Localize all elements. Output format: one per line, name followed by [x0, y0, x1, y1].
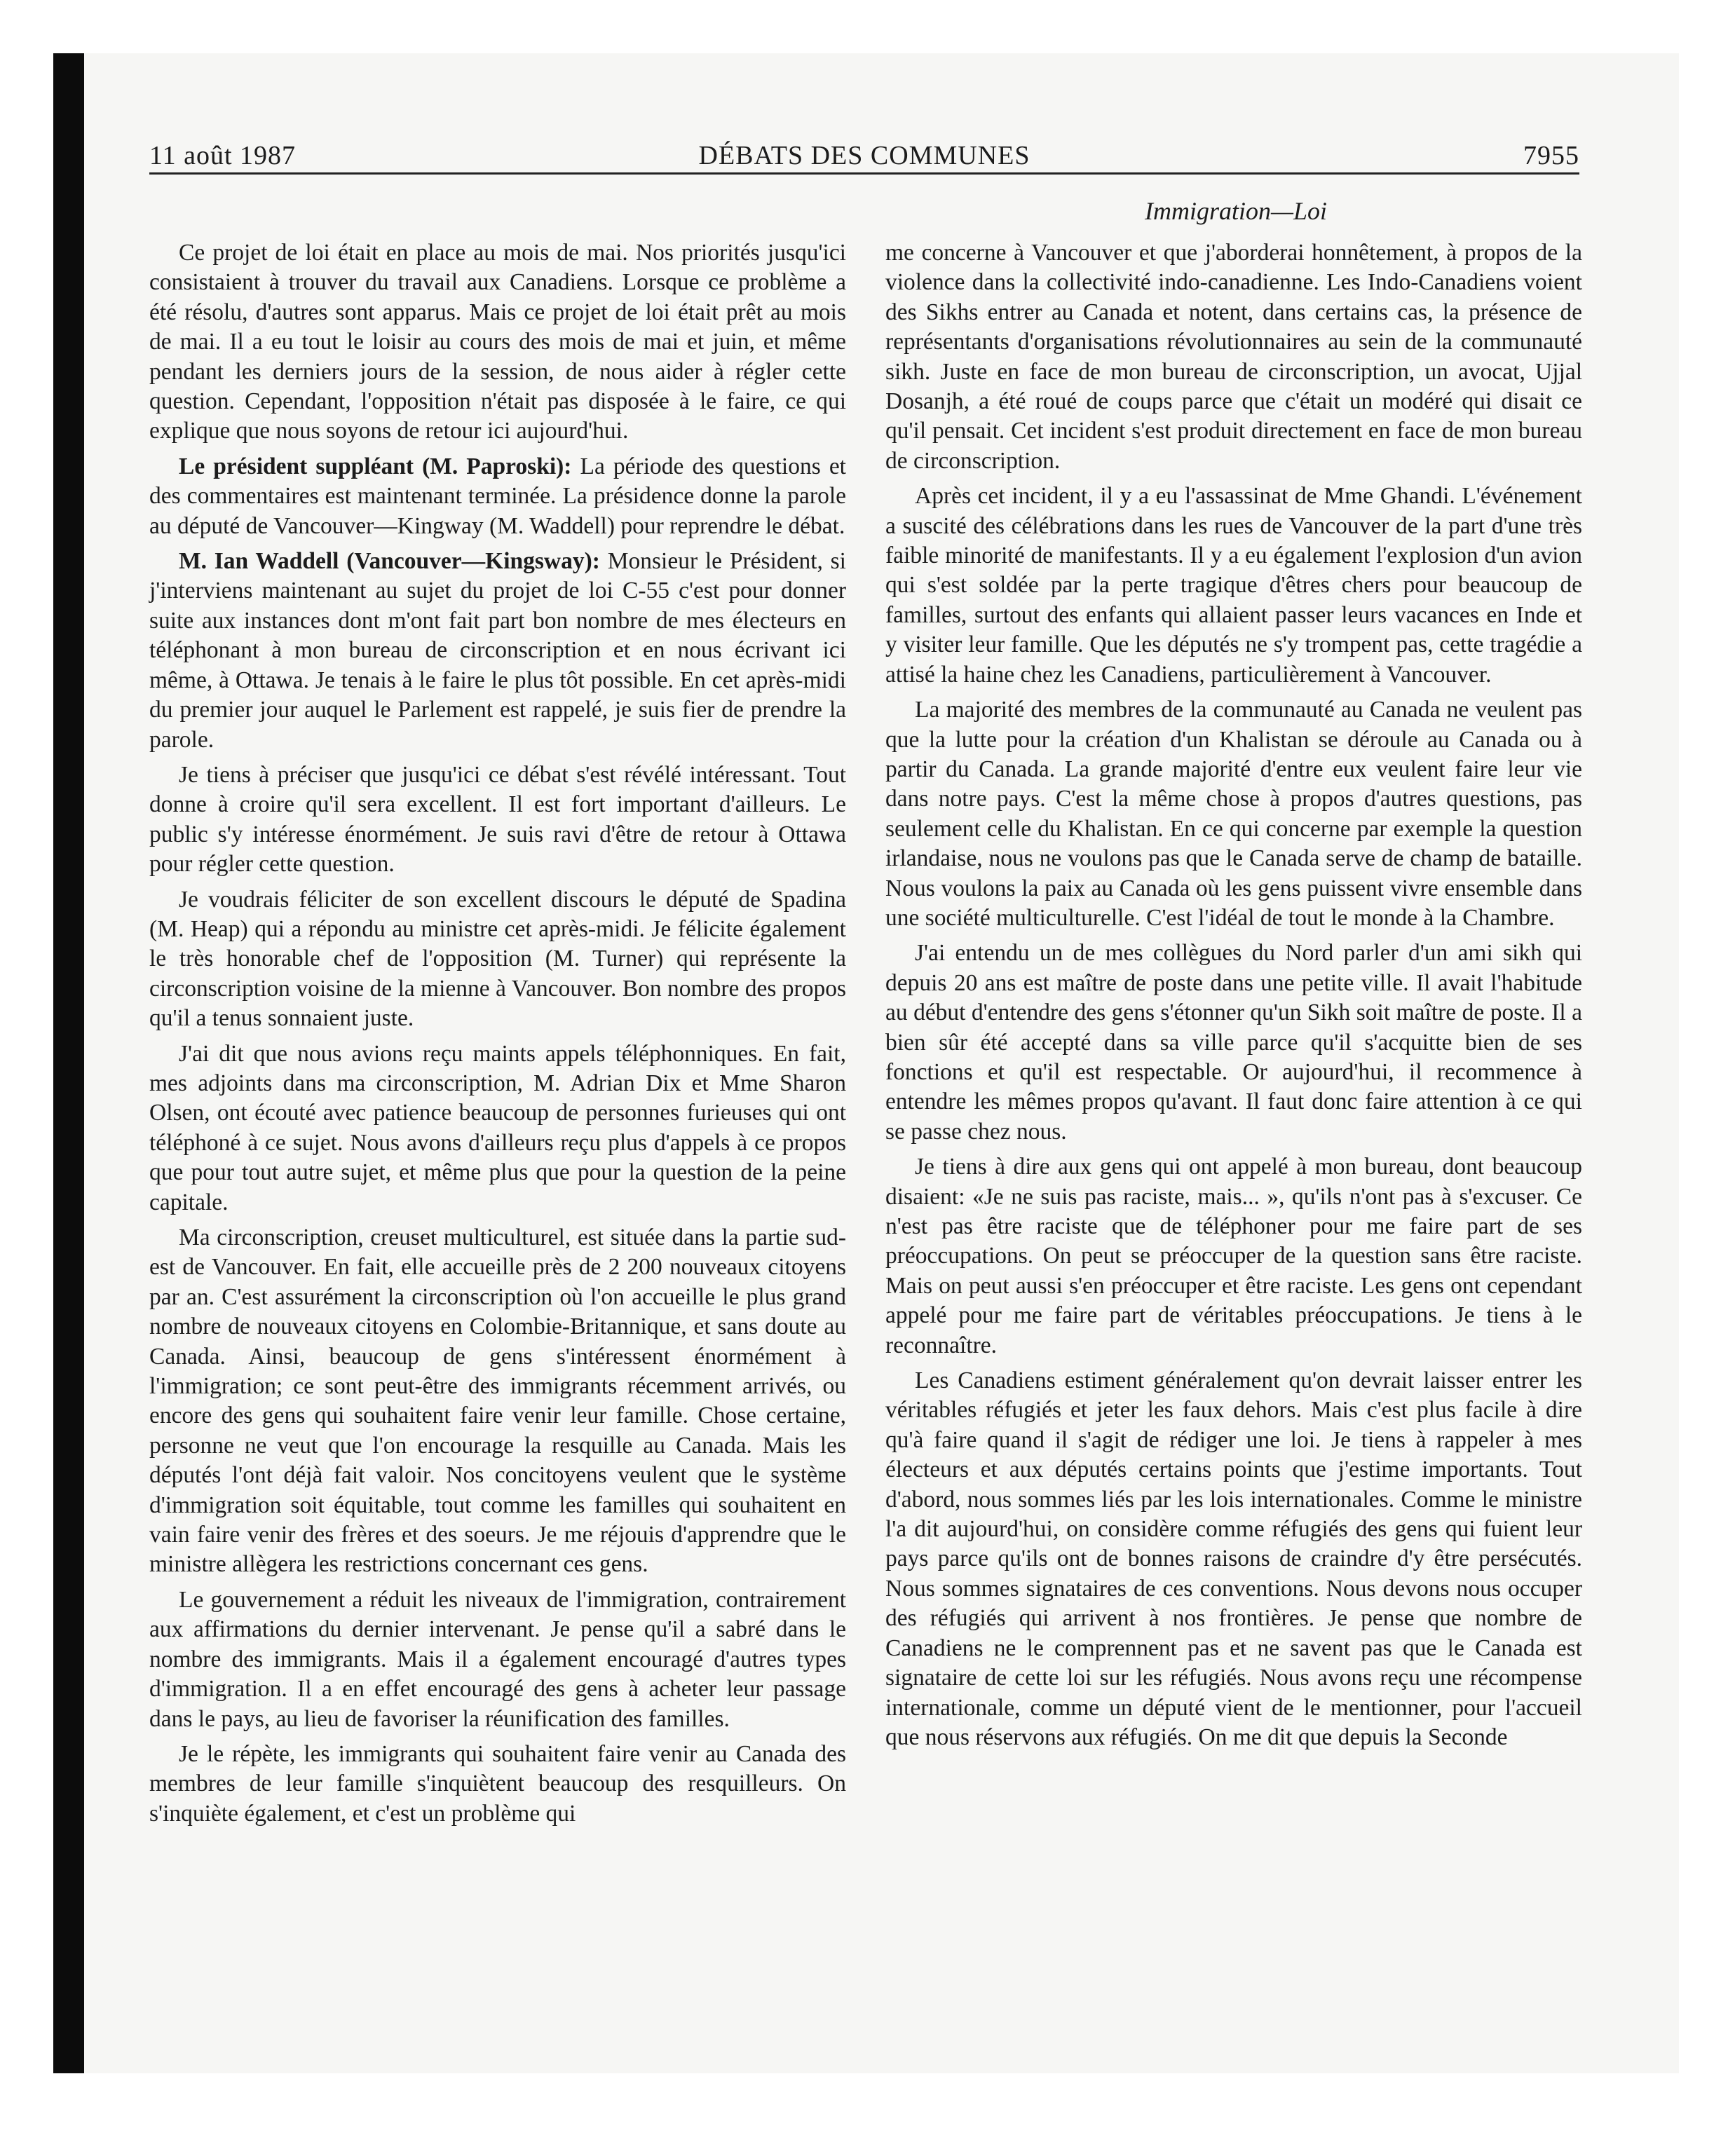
page-header [149, 140, 1579, 175]
paragraph: Je tiens à dire aux gens qui ont appelé à mon bureau, dont beaucoup disaient: «Je ne suis pas raciste, mais... », qu'ils n'ont pas à s'excuser. Ce n'est pas être raciste que de téléphoner pour me faire part de ses préoccupations. On peut se préoccuper de la question sans être raciste. Mais on peut aussi s'en préoccuper et être raciste. Les gens ont cependant appelé pour me faire part de véritables préoccupations. Je tiens à le reconnaître. [885, 1154, 1582, 1358]
left-column [149, 238, 846, 1991]
speech-paragraph [149, 452, 846, 541]
paragraph: J'ai entendu un de mes collègues du Nord parler d'un ami sikh qui depuis 20 ans est maître de poste dans une petite ville. Il avait l'habitude au début d'entendre des gens s'étonner qu'un Sikh soit maître de poste. Il a bien sûr été accepté dans sa ville parce qu'il s'acquitte bien de ses fonctions et qu'il est respectable. Or aujourd'hui, il recommence à entendre les mêmes propos qu'avant. Il faut donc faire attention à ce qui se passe chez nous. [885, 940, 1582, 1145]
header-title: DÉBATS DES COMMUNES [698, 141, 1030, 170]
speech-text: Monsieur le Président, si j'interviens maintenant au sujet du projet de loi C-55 c'est pour donner suite aux instances dont m'ont fait part bon nombre de mes électeurs en téléphonant à mon bureau de circonscription et en nous écrivant ici même, à Ottawa. Je tenais à le faire le plus tôt possible. En cet après-midi du premier jour auquel le Parlement est rappelé, je suis fier de prendre la parole. [149, 548, 846, 753]
paragraph: La majorité des membres de la communauté au Canada ne veulent pas que la lutte pour la création d'un Khalistan se déroule au Canada ou à partir du Canada. La grande majorité d'entre eux veulent faire leur vie dans notre pays. C'est la même chose à propos d'autres questions, pas seulement celle du Khalistan. En ce qui concerne par exemple la question irlandaise, nous ne voulons pas que le Canada serve de champ de bataille. Nous voulons la paix au Canada où les gens puissent vivre ensemble dans une société multiculturelle. C'est l'idéal de tout le monde à la Chambre. [885, 697, 1582, 931]
paragraph: Les Canadiens estiment généralement qu'on devrait laisser entrer les véritables réfugiés et jeter les faux dehors. Mais c'est plus facile à dire qu'à faire quand il s'agit de rédiger une loi. Je tiens à rappeler à mes électeurs et aux députés certains points que j'estime importants. Tout d'abord, nous sommes liés par les lois internationales. Comme le ministre l'a dit aujourd'hui, on considère comme réfugiés des gens qui fuient leur pays parce qu'ils ont de bonnes raisons de craindre d'y être persécutés. Nous sommes signataires de ces conventions. Nous devons nous occuper des réfugiés qui arrivent à nos frontières. Je pense que nombre de Canadiens ne le comprennent pas et ne savent pas que le Canada est signataire de cette loi sur les réfugiés. Nous avons reçu une récompense internationale, comme un député vient de le mentionner, pour l'accueil que nous réservons aux réfugiés. On me dit que depuis la Seconde [885, 1367, 1582, 1750]
speaker-name: M. Ian Waddell (Vancouver—Kingsway): [179, 548, 600, 575]
paragraph: Le gouvernement a réduit les niveaux de l'immigration, contrairement aux affirmations du dernier intervenant. Je pense qu'il a sabré dans le nombre des immigrants. Mais il a également encouragé d'autres types d'immigration. Il a en effet encouragé des gens à acheter leur passage dans le pays, au lieu de favoriser la réunification des familles. [149, 1586, 846, 1732]
page-number: 7955 [1523, 141, 1579, 170]
running-head: Immigration—Loi [1144, 197, 1328, 225]
paragraph: Ma circonscription, creuset multiculturel, est située dans la partie sud-est de Vancouver. En fait, elle accueille près de 2 200 nouveaux citoyens par an. C'est assurément la circonscription où l'on accueille le plus grand nombre de nouveaux citoyens en Colombie-Britannique, et sans doute au Canada. Ainsi, beaucoup de gens s'intéressent énormément à l'immigration; ce sont peut-être des immigrants récemment arrivés, ou encore des gens qui souhaitent faire venir leur famille. Chose certaine, personne ne veut que l'on encourage la resquille au Canada. Mais les députés l'ont déjà fait valoir. Nos concitoyens veulent que le système d'immigration soit équitable, tout comme les familles qui souhaitent en vain faire venir des frères et des soeurs. Je me réjouis d'apprendre que le ministre allègera les restrictions concernant ces gens. [149, 1224, 846, 1578]
right-column [885, 238, 1582, 1991]
paragraph: Je tiens à préciser que jusqu'ici ce débat s'est révélé intéressant. Tout donne à croire qu'il sera excellent. Il est fort important d'ailleurs. Le public s'y intéresse énormément. Je suis ravi d'être de retour à Ottawa pour régler cette question. [149, 761, 846, 878]
speech-text: La période des questions et des commentaires est maintenant terminée. La présidence donne la parole au député de Vancouver—Kingway (M. Waddell) pour reprendre le débat. [149, 453, 846, 539]
paragraph: me concerne à Vancouver et que j'aborderai honnêtement, à propos de la violence dans la collectivité indo-canadienne. Les Indo-Canadiens voient des Sikhs entrer au Canada et notent, dans certains cas, la présence de représentants d'organisations révolutionnaires au sein de la communauté sikh. Juste en face de mon bureau de circonscription, un avocat, Ujjal Dosanjh, a été roué de coups parce que c'était un modéré qui disait ce qu'il pensait. Cet incident s'est produit directement en face de mon bureau de circonscription. [885, 240, 1582, 474]
scan-border [53, 53, 84, 2073]
paragraph: Je le répète, les immigrants qui souhaitent faire venir au Canada des membres de leur famille s'inquiètent beaucoup des resquilleurs. On s'inquiète également, et c'est un problème qui [149, 1740, 846, 1827]
speech-paragraph [149, 547, 846, 755]
paragraph: Je voudrais féliciter de son excellent discours le député de Spadina (M. Heap) qui a répondu au ministre cet après-midi. Je félicite également le très honorable chef de l'opposition (M. Turner) qui représente la circonscription voisine de la mienne à Vancouver. Bon nombre des propos qu'il a tenus sonnaient juste. [149, 886, 846, 1032]
header-date: 11 août 1987 [149, 141, 297, 170]
paragraph: J'ai dit que nous avions reçu maints appels téléphonniques. En fait, mes adjoints dans ma circonscription, M. Adrian Dix et Mme Sharon Olsen, ont écouté avec patience beaucoup de personnes furieuses qui ont téléphoné à ce sujet. Nous avons d'ailleurs reçu plus d'appels à ce propos que pour tout autre sujet, et même plus que pour la question de la peine capitale. [149, 1040, 846, 1215]
header-rule [149, 172, 1579, 175]
speaker-name: Le président suppléant (M. Paproski): [179, 453, 572, 479]
paragraph: Ce projet de loi était en place au mois de mai. Nos priorités jusqu'ici consistaient à trouver du travail aux Canadiens. Lorsque ce problème a été résolu, d'autres sont apparus. Mais ce projet de loi était prêt au mois de mai. Il a eu tout le loisir au cours des mois de mai et juin, et même pendant les derniers jours de la session, de nous aider à régler cette question. Cependant, l'opposition n'était pas disposée à le faire, ce qui explique que nous soyons de retour ici aujourd'hui. [149, 240, 846, 444]
paragraph: Après cet incident, il y a eu l'assassinat de Mme Ghandi. L'événement a suscité des célébrations dans les rues de Vancouver de la part d'une très faible minorité de manifestants. Il y a eu également l'explosion d'un avion qui s'est soldée par la perte tragique d'êtres chers pour beaucoup de familles, surtout des enfants qui allaient passer leurs vacances en Inde et y visiter leur famille. Que les députés ne s'y trompent pas, cette tragédie a attisé la haine chez les Canadiens, particulièrement à Vancouver. [885, 483, 1582, 688]
